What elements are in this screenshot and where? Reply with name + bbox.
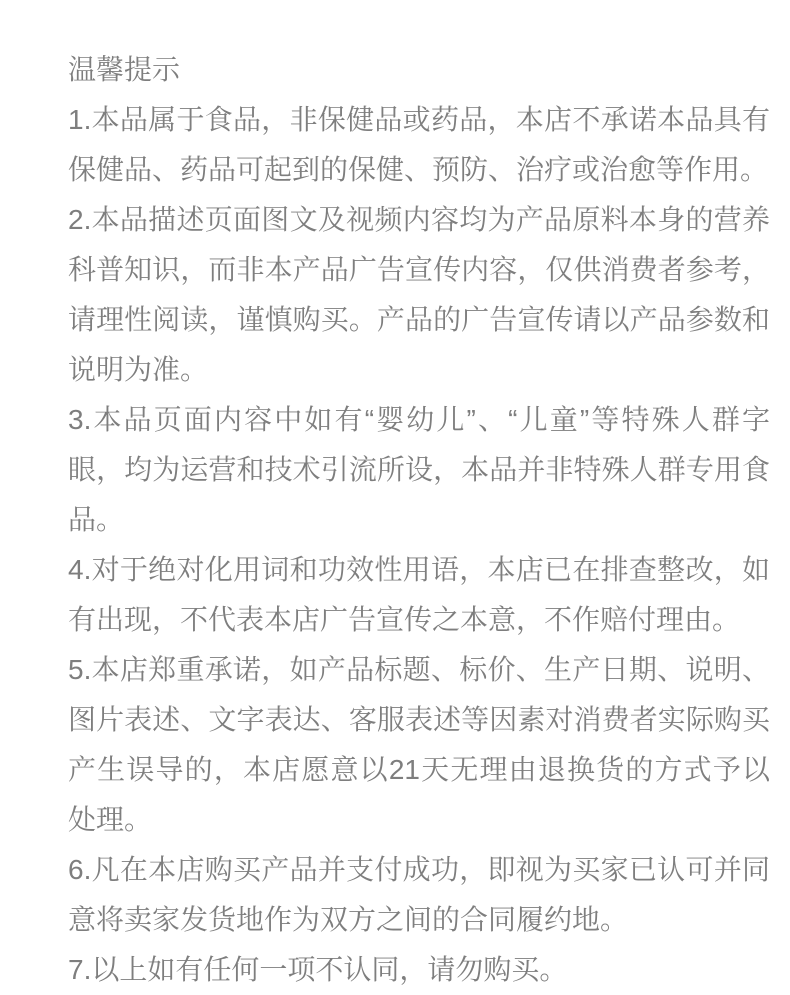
notice-paragraph-7: 7.以上如有任何一项不认同，请勿购买。 — [68, 954, 568, 985]
notice-paragraph-4: 4.对于绝对化用词和功效性用语，本店已在排查整改，如有出现，不代表本店广告宣传之本意，不作赔付理由。 — [68, 554, 770, 635]
notice-paragraph-6: 6.凡在本店购买产品并支付成功，即视为买家已认可并同意将卖家发货地作为双方之间的合同履约地。 — [68, 854, 770, 935]
notice-paragraph-5: 5.本店郑重承诺，如产品标题、标价、生产日期、说明、图片表述、文字表达、客服表述等因素对消费者实际购买产生误导的，本店愿意以21天无理由退换货的方式予以处理。 — [68, 654, 770, 835]
notice-title: 温馨提示 — [68, 54, 181, 85]
notice-paragraph-1: 1.本品属于食品，非保健品或药品，本店不承诺本品具有保健品、药品可起到的保健、预防、治疗或治愈等作用。 — [68, 104, 770, 185]
notice-paragraph-2: 2.本品描述页面图文及视频内容均为产品原料本身的营养科普知识，而非本产品广告宣传内容，仅供消费者参考，请理性阅读，谨慎购买。产品的广告宣传请以产品参数和说明为准。 — [68, 204, 770, 385]
notice-paragraph-3: 3.本品页面内容中如有“婴幼儿”、“儿童”等特殊人群字眼，均为运营和技术引流所设，本品并非特殊人群专用食品。 — [68, 404, 770, 535]
